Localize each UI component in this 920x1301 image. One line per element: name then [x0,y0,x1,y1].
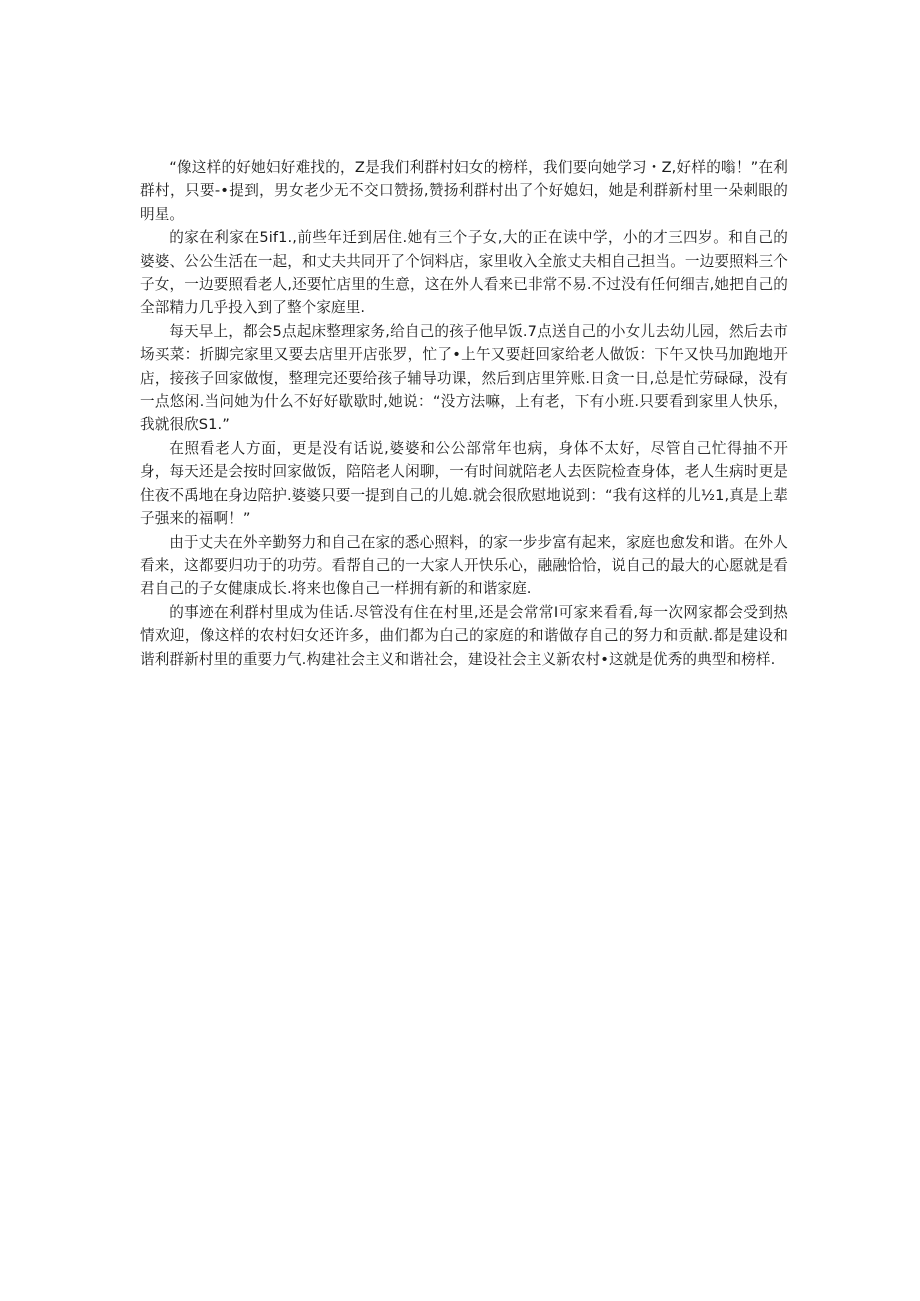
paragraph-5: 由于丈夫在外辛勤努力和自己在家的悉心照料，的家一步步富有起来，家庭也愈发和谐。在外人看来，这都要归功于的功劳。看帮自己的一大家人开快乐心，融融恰恰，说自己的最大的心愿就是看君自己的子女健康成长.将来也像自己一样拥有新的和谐家庭. [140,533,788,598]
document-body [140,156,788,671]
paragraph-3: 每天早上，都会5点起床整理家务,给自己的孩子他早饭.7点送自己的小女儿去幼儿园，然后去市场买菜：折脚完家里又要去店里开店张罗，忙了•上午又要赶回家给老人做饭：下午又快马加跑地开店，接孩子回家做愎，整理完还要给孩子辅导功课，然后到店里笄账.日贪一日,总是忙劳碌碌，没有一点悠闲.当问她为什么不好好歇歇时,她说：“没方法嘛，上有老，下有小班.只要看到家里人快乐，我就很欣S1.” [140,322,788,434]
paragraph-6: 的事迹在利群村里成为佳话.尽管没有住在村里,还是会常常I可家来看看,每一次网家都会受到热情欢迎，像这样的农村妇女还许多，曲们都为白己的家庭的和谐做存自己的努力和贡献.都是建设和谐利群新村里的重要力气.构建社会主义和谐社会，建设社会主义新农村•这就是优秀的典型和榜样. [140,603,788,668]
paragraph-1: “像这样的好她妇好难找的，Z是我们利群村妇女的榜样，我们要向她学习・Z,好样的嗡！”在利群村，只要-•提到，男女老少无不交口赞扬,赞扬利群村出了个好媳妇，她是利群新村里一朵刺眼的明星。 [140,159,788,223]
paragraph-4: 在照看老人方面，更是没有话说,婆婆和公公部常年也病，身体不太好，尽管自己忙得抽不开身，每天还是会按时回家做饭，陪陪老人闲聊，一有时间就陪老人去医院检查身体，老人生病时更是住夜不禹地在身边陪护.婆婆只要一提到自己的儿媳.就会很欣慰地说到：“我有这样的儿½1,真是上辈子强来的福啊！” [140,439,788,528]
paragraph-2: 的家在利家在5if1.,前些年迁到居住.她有三个子女,大的正在读中学，小的才三四岁。和自己的婆婆、公公生活在一起，和丈夫共同开了个饲料店，家里收入全旅丈夫相自己担当。一边要照料三个子女，一边要照看老人,还要忙店里的生意，这在外人看来已非常不易.不过没有任何细吉,她把自己的全部精力几乎投入到了整个家庭里. [140,229,788,317]
